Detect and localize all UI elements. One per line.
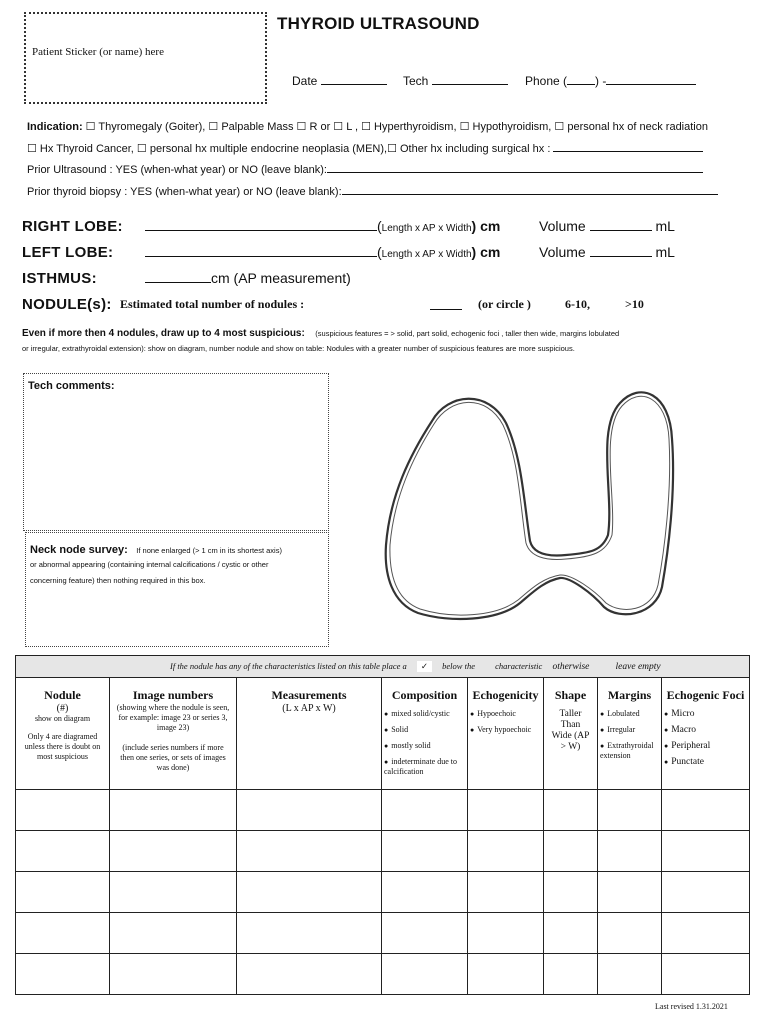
cell[interactable] <box>110 954 237 995</box>
nodules-count-field[interactable] <box>430 297 462 315</box>
cell[interactable] <box>468 872 544 913</box>
cell[interactable] <box>468 790 544 831</box>
tech-field[interactable]: Tech <box>403 74 508 88</box>
comp-item: ● indeterminate due to calcification <box>384 757 467 777</box>
col-measurements-header: Measurements (L x AP x W) <box>237 678 382 790</box>
neck-node-survey-box[interactable] <box>25 532 329 647</box>
neck-node-text-3: concerning feature) then nothing required in this box. <box>30 576 206 585</box>
cell[interactable] <box>16 913 110 954</box>
table-row <box>16 790 750 831</box>
cell[interactable] <box>662 790 750 831</box>
table-banner: If the nodule has any of the characteristics listed on this table place a ✓ below the characteristic otherwise leave empty <box>16 656 750 678</box>
tech-comments-label: Tech comments: <box>28 380 115 392</box>
isthmus-label: ISTHMUS: <box>22 270 97 287</box>
cell[interactable] <box>237 954 382 995</box>
date-field[interactable]: Date <box>292 74 387 88</box>
nodules-option-6-10[interactable]: 6-10, <box>565 297 590 311</box>
cell[interactable] <box>544 954 598 995</box>
neck-node-text-1: If none enlarged (> 1 cm in its shortest axis) <box>136 546 282 555</box>
cell[interactable] <box>544 913 598 954</box>
left-lobe-volume[interactable]: Volume mL <box>539 244 675 260</box>
nodules-instructions-2: or irregular, extrathyroidal extension): show on diagram, number nodule and show on table: Nodules with a greater number of suspicious features are more suspicious. <box>22 344 575 353</box>
cell[interactable] <box>662 872 750 913</box>
indication-line-1[interactable]: Indication: ☐ Thyromegaly (Goiter), ☐ Palpable Mass ☐ R or ☐ L , ☐ Hyperthyroidism, ☐ Hypothyroidism, ☐ personal hx of neck radiation <box>27 121 708 133</box>
cell[interactable] <box>468 954 544 995</box>
cell[interactable] <box>110 913 237 954</box>
foci-item: ● Punctate <box>664 757 749 767</box>
margin-item: ● Extrathyroidal extension <box>600 741 661 761</box>
left-lobe-label: LEFT LOBE: <box>22 244 114 261</box>
right-lobe-volume[interactable]: Volume mL <box>539 218 675 234</box>
cell[interactable] <box>382 913 468 954</box>
checkmark-icon: ✓ <box>417 661 432 672</box>
cell[interactable] <box>382 831 468 872</box>
comp-item: ● Solid <box>384 725 467 735</box>
cell[interactable] <box>237 831 382 872</box>
cell[interactable] <box>110 872 237 913</box>
cell[interactable] <box>237 872 382 913</box>
cell[interactable] <box>662 913 750 954</box>
foci-item: ● Macro <box>664 725 749 735</box>
cell[interactable] <box>598 790 662 831</box>
indication-line-2[interactable]: ☐ Hx Thyroid Cancer, ☐ personal hx multiple endocrine neoplasia (MEN),☐ Other hx including surgical hx : <box>27 142 757 155</box>
comp-item: ● mostly solid <box>384 741 467 751</box>
cell[interactable] <box>382 872 468 913</box>
table-row <box>16 831 750 872</box>
cell[interactable] <box>544 872 598 913</box>
cell[interactable] <box>468 913 544 954</box>
prior-ultrasound-field[interactable]: Prior Ultrasound : YES (when-what year) or NO (leave blank): <box>27 164 757 176</box>
col-margins-header: Margins ● Lobulated ● Irregular ● Extrathyroidal extension <box>598 678 662 790</box>
table-row <box>16 913 750 954</box>
margin-item: ● Irregular <box>600 725 661 735</box>
col-composition-header: Composition ● mixed solid/cystic ● Solid ● mostly solid ● indeterminate due to calcification <box>382 678 468 790</box>
col-shape-header: Shape Taller Than Wide (AP > W) <box>544 678 598 790</box>
cell[interactable] <box>662 954 750 995</box>
thyroid-outline-inner <box>390 396 670 615</box>
nodules-option-over-10[interactable]: >10 <box>625 297 644 311</box>
prior-biopsy-field[interactable]: Prior thyroid biopsy : YES (when-what year) or NO (leave blank): <box>27 186 757 198</box>
cell[interactable] <box>544 831 598 872</box>
cell[interactable] <box>237 790 382 831</box>
col-echogenic-foci-header: Echogenic Foci ● Micro ● Macro ● Peripheral ● Punctate <box>662 678 750 790</box>
left-lobe-measurement[interactable]: (Length x AP x Width) cm <box>145 244 500 260</box>
foci-item: ● Micro <box>664 709 749 719</box>
nodules-instructions-1: Even if more then 4 nodules, draw up to 4 most suspicious: (suspicious features = > solid, part solid, echogenic foci , taller then wide, margins lobulated <box>22 328 620 339</box>
tech-comments-box[interactable] <box>23 373 329 531</box>
cell[interactable] <box>16 831 110 872</box>
last-revised: Last revised 1.31.2021 <box>655 1002 728 1011</box>
neck-node-survey-label: Neck node survey: <box>30 544 128 556</box>
table-row <box>16 872 750 913</box>
margin-item: ● Lobulated <box>600 709 661 719</box>
cell[interactable] <box>662 831 750 872</box>
thyroid-outline <box>386 392 673 619</box>
cell[interactable] <box>598 872 662 913</box>
nodule-table <box>15 655 750 995</box>
neck-node-text-2: or abnormal appearing (containing internal calcifications / cystic or other <box>30 560 269 569</box>
cell[interactable] <box>598 954 662 995</box>
nodules-label: NODULE(s): <box>22 296 112 313</box>
cell[interactable] <box>16 954 110 995</box>
echo-item: ● Very hypoechoic <box>470 725 543 735</box>
foci-item: ● Peripheral <box>664 741 749 751</box>
comp-item: ● mixed solid/cystic <box>384 709 467 719</box>
thyroid-diagram[interactable] <box>370 375 690 635</box>
col-image-header: Image numbers (showing where the nodule is seen, for example: image 23 or series 3, image 23) (include series numbers if more then one series, or sets of images was done) <box>110 678 237 790</box>
cell[interactable] <box>382 954 468 995</box>
cell[interactable] <box>110 831 237 872</box>
right-lobe-label: RIGHT LOBE: <box>22 218 123 235</box>
nodules-estimated-label: Estimated total number of nodules : <box>120 297 305 311</box>
cell[interactable] <box>237 913 382 954</box>
isthmus-measurement[interactable]: cm (AP measurement) <box>145 270 351 286</box>
cell[interactable] <box>468 831 544 872</box>
cell[interactable] <box>544 790 598 831</box>
cell[interactable] <box>16 790 110 831</box>
col-echogenicity-header: Echogenicity ● Hypoechoic ● Very hypoechoic <box>468 678 544 790</box>
right-lobe-measurement[interactable]: (Length x AP x Width) cm <box>145 218 500 234</box>
cell[interactable] <box>16 872 110 913</box>
cell[interactable] <box>110 790 237 831</box>
table-row <box>16 954 750 995</box>
phone-field[interactable]: Phone ( ) - <box>525 74 696 88</box>
cell[interactable] <box>382 790 468 831</box>
cell[interactable] <box>598 831 662 872</box>
col-nodule-header: Nodule (#) show on diagram Only 4 are diagramed unless there is doubt on most suspicious <box>16 678 110 790</box>
patient-sticker-box[interactable] <box>24 12 267 104</box>
cell[interactable] <box>598 913 662 954</box>
echo-item: ● Hypoechoic <box>470 709 543 719</box>
page-title: THYROID ULTRASOUND <box>277 14 480 33</box>
patient-sticker-label: Patient Sticker (or name) here <box>32 46 164 58</box>
nodules-or-circle: (or circle ) <box>478 297 531 311</box>
